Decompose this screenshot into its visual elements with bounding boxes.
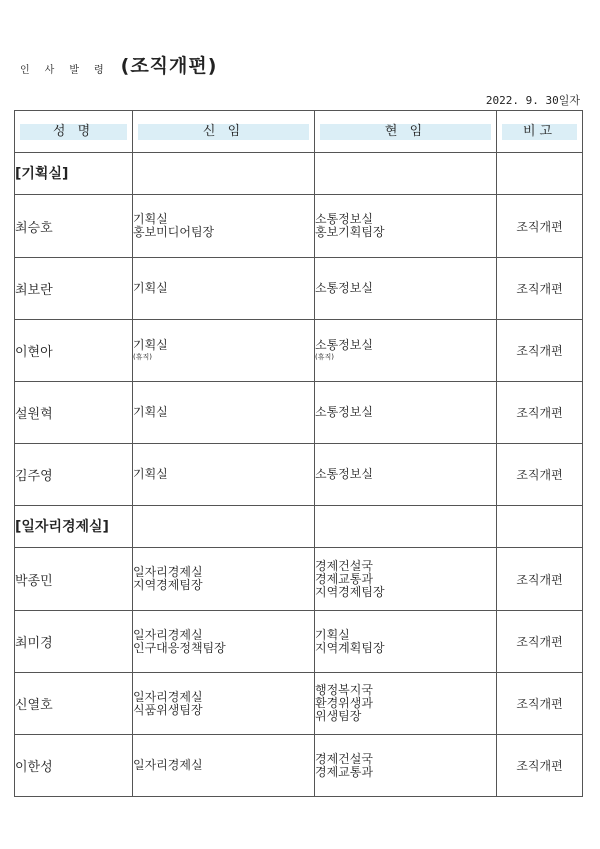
current-post-line: 행정복지국 xyxy=(315,683,373,697)
dept-label: [기획실] xyxy=(15,153,133,195)
col-header-new-post: 신 임 xyxy=(133,111,315,153)
empty-cell xyxy=(133,153,315,195)
personnel-table xyxy=(14,110,583,797)
current-post-cell xyxy=(315,548,497,611)
current-post-line: 소통정보실 xyxy=(315,467,373,481)
new-post-cell xyxy=(133,444,315,506)
new-post-cell xyxy=(133,611,315,673)
current-post-line: 경제건설국 xyxy=(315,558,373,573)
current-post-line: 소통정보실 xyxy=(315,212,373,226)
current-post-line: 홍보기획팀장 xyxy=(315,225,385,239)
col-header-remark: 비고 xyxy=(497,111,583,153)
new-post-line: 일자리경제실 xyxy=(133,565,203,579)
remark-cell: 조직개편 xyxy=(497,258,583,320)
current-post-cell xyxy=(315,320,497,382)
current-post-line: 경제건설국 xyxy=(315,751,373,766)
current-post-cell xyxy=(315,382,497,444)
current-post-line: 환경위생과 xyxy=(315,696,373,710)
new-post-line: 홍보미디어팀장 xyxy=(133,225,215,239)
table-row xyxy=(15,195,583,258)
table-row xyxy=(15,444,583,506)
new-post-cell xyxy=(133,735,315,797)
current-post-line: 지역계획팀장 xyxy=(315,640,385,655)
col-header-name: 성 명 xyxy=(15,111,133,153)
person-name: 이한성 xyxy=(15,735,133,797)
current-post-cell xyxy=(315,735,497,797)
new-post-line: 인구대응정책팀장 xyxy=(133,640,226,655)
current-post-cell xyxy=(315,611,497,673)
new-post-line: 기획실 xyxy=(133,281,168,295)
person-name: 설원혁 xyxy=(15,382,133,444)
document-title xyxy=(20,54,217,78)
new-post-line: 기획실 xyxy=(133,467,168,481)
dept-label: [일자리경제실] xyxy=(15,506,133,548)
table-row xyxy=(15,673,583,735)
person-name: 이현아 xyxy=(15,320,133,382)
current-post-line: 경제교통과 xyxy=(315,764,373,779)
current-post-line: 소통정보실 xyxy=(315,338,373,352)
remark-cell: 조직개편 xyxy=(497,195,583,258)
empty-cell xyxy=(497,506,583,548)
new-post-line: 지역경제팀장 xyxy=(133,578,203,592)
remark-cell: 조직개편 xyxy=(497,611,583,673)
new-post-line: 일자리경제실 xyxy=(133,758,203,772)
person-name: 최보란 xyxy=(15,258,133,320)
current-post-cell xyxy=(315,195,497,258)
new-post-cell xyxy=(133,548,315,611)
new-post-line: 기획실 xyxy=(133,405,168,419)
title-suffix: (조직개편) xyxy=(120,55,218,77)
person-name: 김주영 xyxy=(15,444,133,506)
empty-cell xyxy=(497,153,583,195)
empty-cell xyxy=(315,153,497,195)
current-post-note: (휴직) xyxy=(315,353,334,361)
dept-row xyxy=(15,153,583,195)
new-post-note: (휴직) xyxy=(133,353,152,361)
remark-cell: 조직개편 xyxy=(497,548,583,611)
new-post-cell xyxy=(133,320,315,382)
current-post-line: 소통정보실 xyxy=(315,281,373,295)
remark-cell: 조직개편 xyxy=(497,444,583,506)
current-post-line: 기획실 xyxy=(315,627,350,642)
remark-cell: 조직개편 xyxy=(497,673,583,735)
empty-cell xyxy=(315,506,497,548)
new-post-line: 일자리경제실 xyxy=(133,689,203,704)
new-post-line: 일자리경제실 xyxy=(133,627,203,642)
current-post-cell xyxy=(315,444,497,506)
new-post-line: 식품위생팀장 xyxy=(133,702,203,717)
current-post-cell xyxy=(315,673,497,735)
table-row xyxy=(15,611,583,673)
current-post-line: 소통정보실 xyxy=(315,405,373,419)
remark-cell: 조직개편 xyxy=(497,382,583,444)
title-main: 인사발령 xyxy=(20,65,119,76)
table-row xyxy=(15,258,583,320)
table-row xyxy=(15,735,583,797)
new-post-line: 기획실 xyxy=(133,212,168,226)
new-post-cell xyxy=(133,195,315,258)
person-name: 신열호 xyxy=(15,673,133,735)
remark-cell: 조직개편 xyxy=(497,735,583,797)
new-post-cell xyxy=(133,258,315,320)
table-row xyxy=(15,548,583,611)
person-name: 최미경 xyxy=(15,611,133,673)
new-post-cell xyxy=(133,673,315,735)
table-header-row xyxy=(15,111,583,153)
table-row xyxy=(15,320,583,382)
empty-cell xyxy=(133,506,315,548)
person-name: 박종민 xyxy=(15,548,133,611)
current-post-cell xyxy=(315,258,497,320)
new-post-cell xyxy=(133,382,315,444)
table-row xyxy=(15,382,583,444)
remark-cell: 조직개편 xyxy=(497,320,583,382)
current-post-line: 위생팀장 xyxy=(315,709,362,723)
current-post-line: 경제교통과 xyxy=(315,571,373,586)
dept-row xyxy=(15,506,583,548)
person-name: 최승호 xyxy=(15,195,133,258)
new-post-line: 기획실 xyxy=(133,338,168,352)
current-post-line: 지역경제팀장 xyxy=(315,584,385,599)
col-header-current-post: 현 임 xyxy=(315,111,497,153)
effective-date: 2022. 9. 30일자 xyxy=(485,94,580,107)
